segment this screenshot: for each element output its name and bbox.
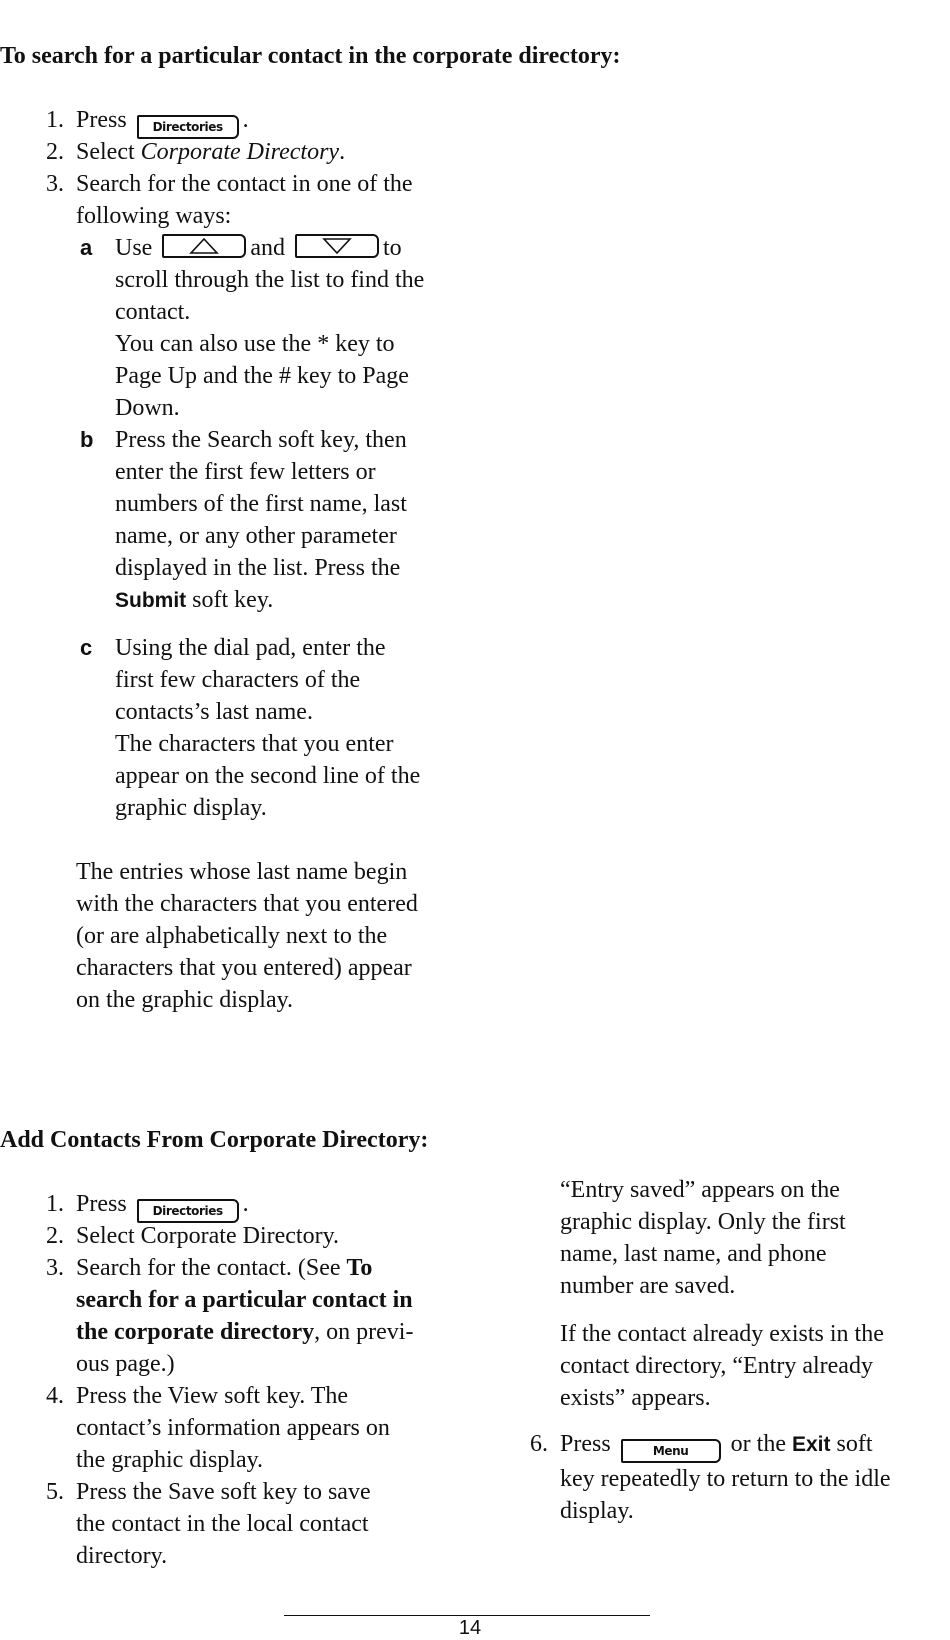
step-text: Press	[560, 1431, 611, 1457]
sub-text-line: contact.	[115, 299, 191, 325]
step-number: 1.	[46, 1191, 64, 1217]
submit-soft-key-label: Submit	[115, 589, 187, 612]
step-number: 3.	[46, 1255, 64, 1281]
step-text-line: the graphic display.	[76, 1447, 264, 1473]
sub-text: and	[250, 235, 285, 261]
step-text: Select	[76, 139, 141, 165]
sub-text-line: scroll through the list to find the	[115, 267, 425, 293]
entry-saved-paragraph	[560, 1174, 940, 1302]
step-punct: .	[242, 1191, 249, 1217]
note-line: on the graphic display.	[76, 987, 294, 1013]
cross-reference: the corporate directory	[76, 1319, 315, 1345]
list-item	[0, 1188, 470, 1220]
step-text-line: Press the Save soft key to save	[76, 1479, 371, 1505]
sub-letter: a	[80, 235, 93, 260]
list-item	[0, 136, 460, 168]
list-item	[0, 1220, 470, 1252]
note-line: (or are alphabetically next to the	[76, 923, 388, 949]
step-text: or the	[730, 1431, 786, 1457]
directories-key: Directories	[137, 115, 239, 139]
para-line: graphic display. Only the first	[560, 1209, 846, 1235]
sub-text-line: numbers of the first name, last	[115, 491, 407, 517]
up-arrow-key	[162, 234, 246, 258]
results-note	[76, 856, 460, 1016]
step-punct: .	[339, 139, 346, 165]
para-line: “Entry saved” appears on the	[560, 1177, 840, 1203]
sub-text: Use	[115, 235, 153, 261]
para-line: contact directory, “Entry already	[560, 1353, 873, 1379]
sub-text-line: enter the first few letters or	[115, 459, 376, 485]
sub-text-line: displayed in the list. Press the	[115, 555, 401, 581]
sub-text-line: You can also use the * key to	[115, 331, 395, 357]
entry-exists-paragraph	[560, 1318, 940, 1414]
cross-reference: To	[346, 1255, 373, 1281]
step-text: Select Corporate Directory.	[76, 1223, 340, 1249]
step-number: 1.	[46, 107, 64, 133]
list-item	[0, 1252, 470, 1380]
step-number: 4.	[46, 1383, 64, 1409]
step-number: 6.	[530, 1431, 548, 1457]
section-title-add-contacts: Add Contacts From Corporate Directory:	[0, 1127, 429, 1153]
footer-rule	[284, 1615, 650, 1616]
step-text-line: the contact in the local contact	[76, 1511, 369, 1537]
step-text-line: contact’s information appears on	[76, 1415, 390, 1441]
exit-soft-key-label: Exit	[791, 1433, 831, 1456]
step-number: 2.	[46, 139, 64, 165]
note-line: with the characters that you entered	[76, 891, 418, 917]
sub-text-line: Page Up and the # key to Page	[115, 363, 409, 389]
step-text-line: following ways:	[76, 203, 232, 229]
list-item	[0, 168, 460, 232]
sub-text-line: Down.	[115, 395, 180, 421]
sub-text-line: contacts’s last name.	[115, 699, 313, 725]
para-line: name, last name, and phone	[560, 1241, 827, 1267]
search-steps-list	[0, 104, 460, 1016]
sub-item-a	[0, 232, 460, 424]
para-line: If the contact already exists in the	[560, 1321, 884, 1347]
list-item	[0, 1476, 470, 1572]
list-item	[0, 1380, 470, 1476]
sub-text-line: Using the dial pad, enter the	[115, 635, 386, 661]
sub-text: soft key.	[186, 587, 274, 613]
down-arrow-key	[295, 234, 379, 258]
step-text: Press	[76, 1191, 127, 1217]
directories-key: Directories	[137, 1199, 239, 1223]
step-text-line: Press the View soft key. The	[76, 1383, 349, 1409]
page-number: 14	[458, 1617, 482, 1639]
step-text-line: Search for the contact in one of the	[76, 171, 413, 197]
step-text-line: directory.	[76, 1543, 168, 1569]
step-number: 3.	[46, 171, 64, 197]
step-text: soft	[836, 1431, 873, 1457]
sub-item-c	[0, 632, 460, 856]
sub-text-line: name, or any other parameter	[115, 523, 397, 549]
step-text: Press	[76, 107, 127, 133]
step-text-line: ous page.)	[76, 1351, 175, 1377]
step-punct: .	[242, 107, 249, 133]
step-number: 5.	[46, 1479, 64, 1505]
step-number: 2.	[46, 1223, 64, 1249]
note-line: The entries whose last name begin	[76, 859, 408, 885]
list-item	[0, 104, 460, 136]
sub-text-line: The characters that you enter	[115, 731, 394, 757]
sub-text-line: appear on the second line of the	[115, 763, 421, 789]
sub-letter: b	[80, 427, 94, 452]
sub-item-b	[0, 424, 460, 632]
sub-text-line: first few characters of the	[115, 667, 361, 693]
up-arrow-icon	[189, 238, 219, 254]
add-steps-list	[0, 1188, 470, 1572]
step-text-line: display.	[560, 1498, 634, 1524]
section-title-search: To search for a particular contact in the corporate directory:	[0, 43, 621, 69]
step-text-line: key repeatedly to return to the idle	[560, 1466, 891, 1492]
para-line: exists” appears.	[560, 1385, 711, 1411]
cross-reference: search for a particular contact in	[76, 1287, 413, 1313]
step-text: , on previ-	[314, 1319, 414, 1345]
sub-letter: c	[80, 635, 93, 660]
note-line: characters that you entered) appear	[76, 955, 412, 981]
para-line: number are saved.	[560, 1273, 736, 1299]
sub-text-line: graphic display.	[115, 795, 267, 821]
corporate-directory-term: Corporate Directory	[140, 139, 340, 165]
sub-text: to	[382, 235, 402, 261]
sub-text-line: Press the Search soft key, then	[115, 427, 407, 453]
down-arrow-icon	[322, 238, 352, 254]
menu-key: Menu	[621, 1439, 721, 1463]
step-6	[518, 1428, 943, 1527]
step-text: Search for the contact. (See	[76, 1255, 347, 1281]
